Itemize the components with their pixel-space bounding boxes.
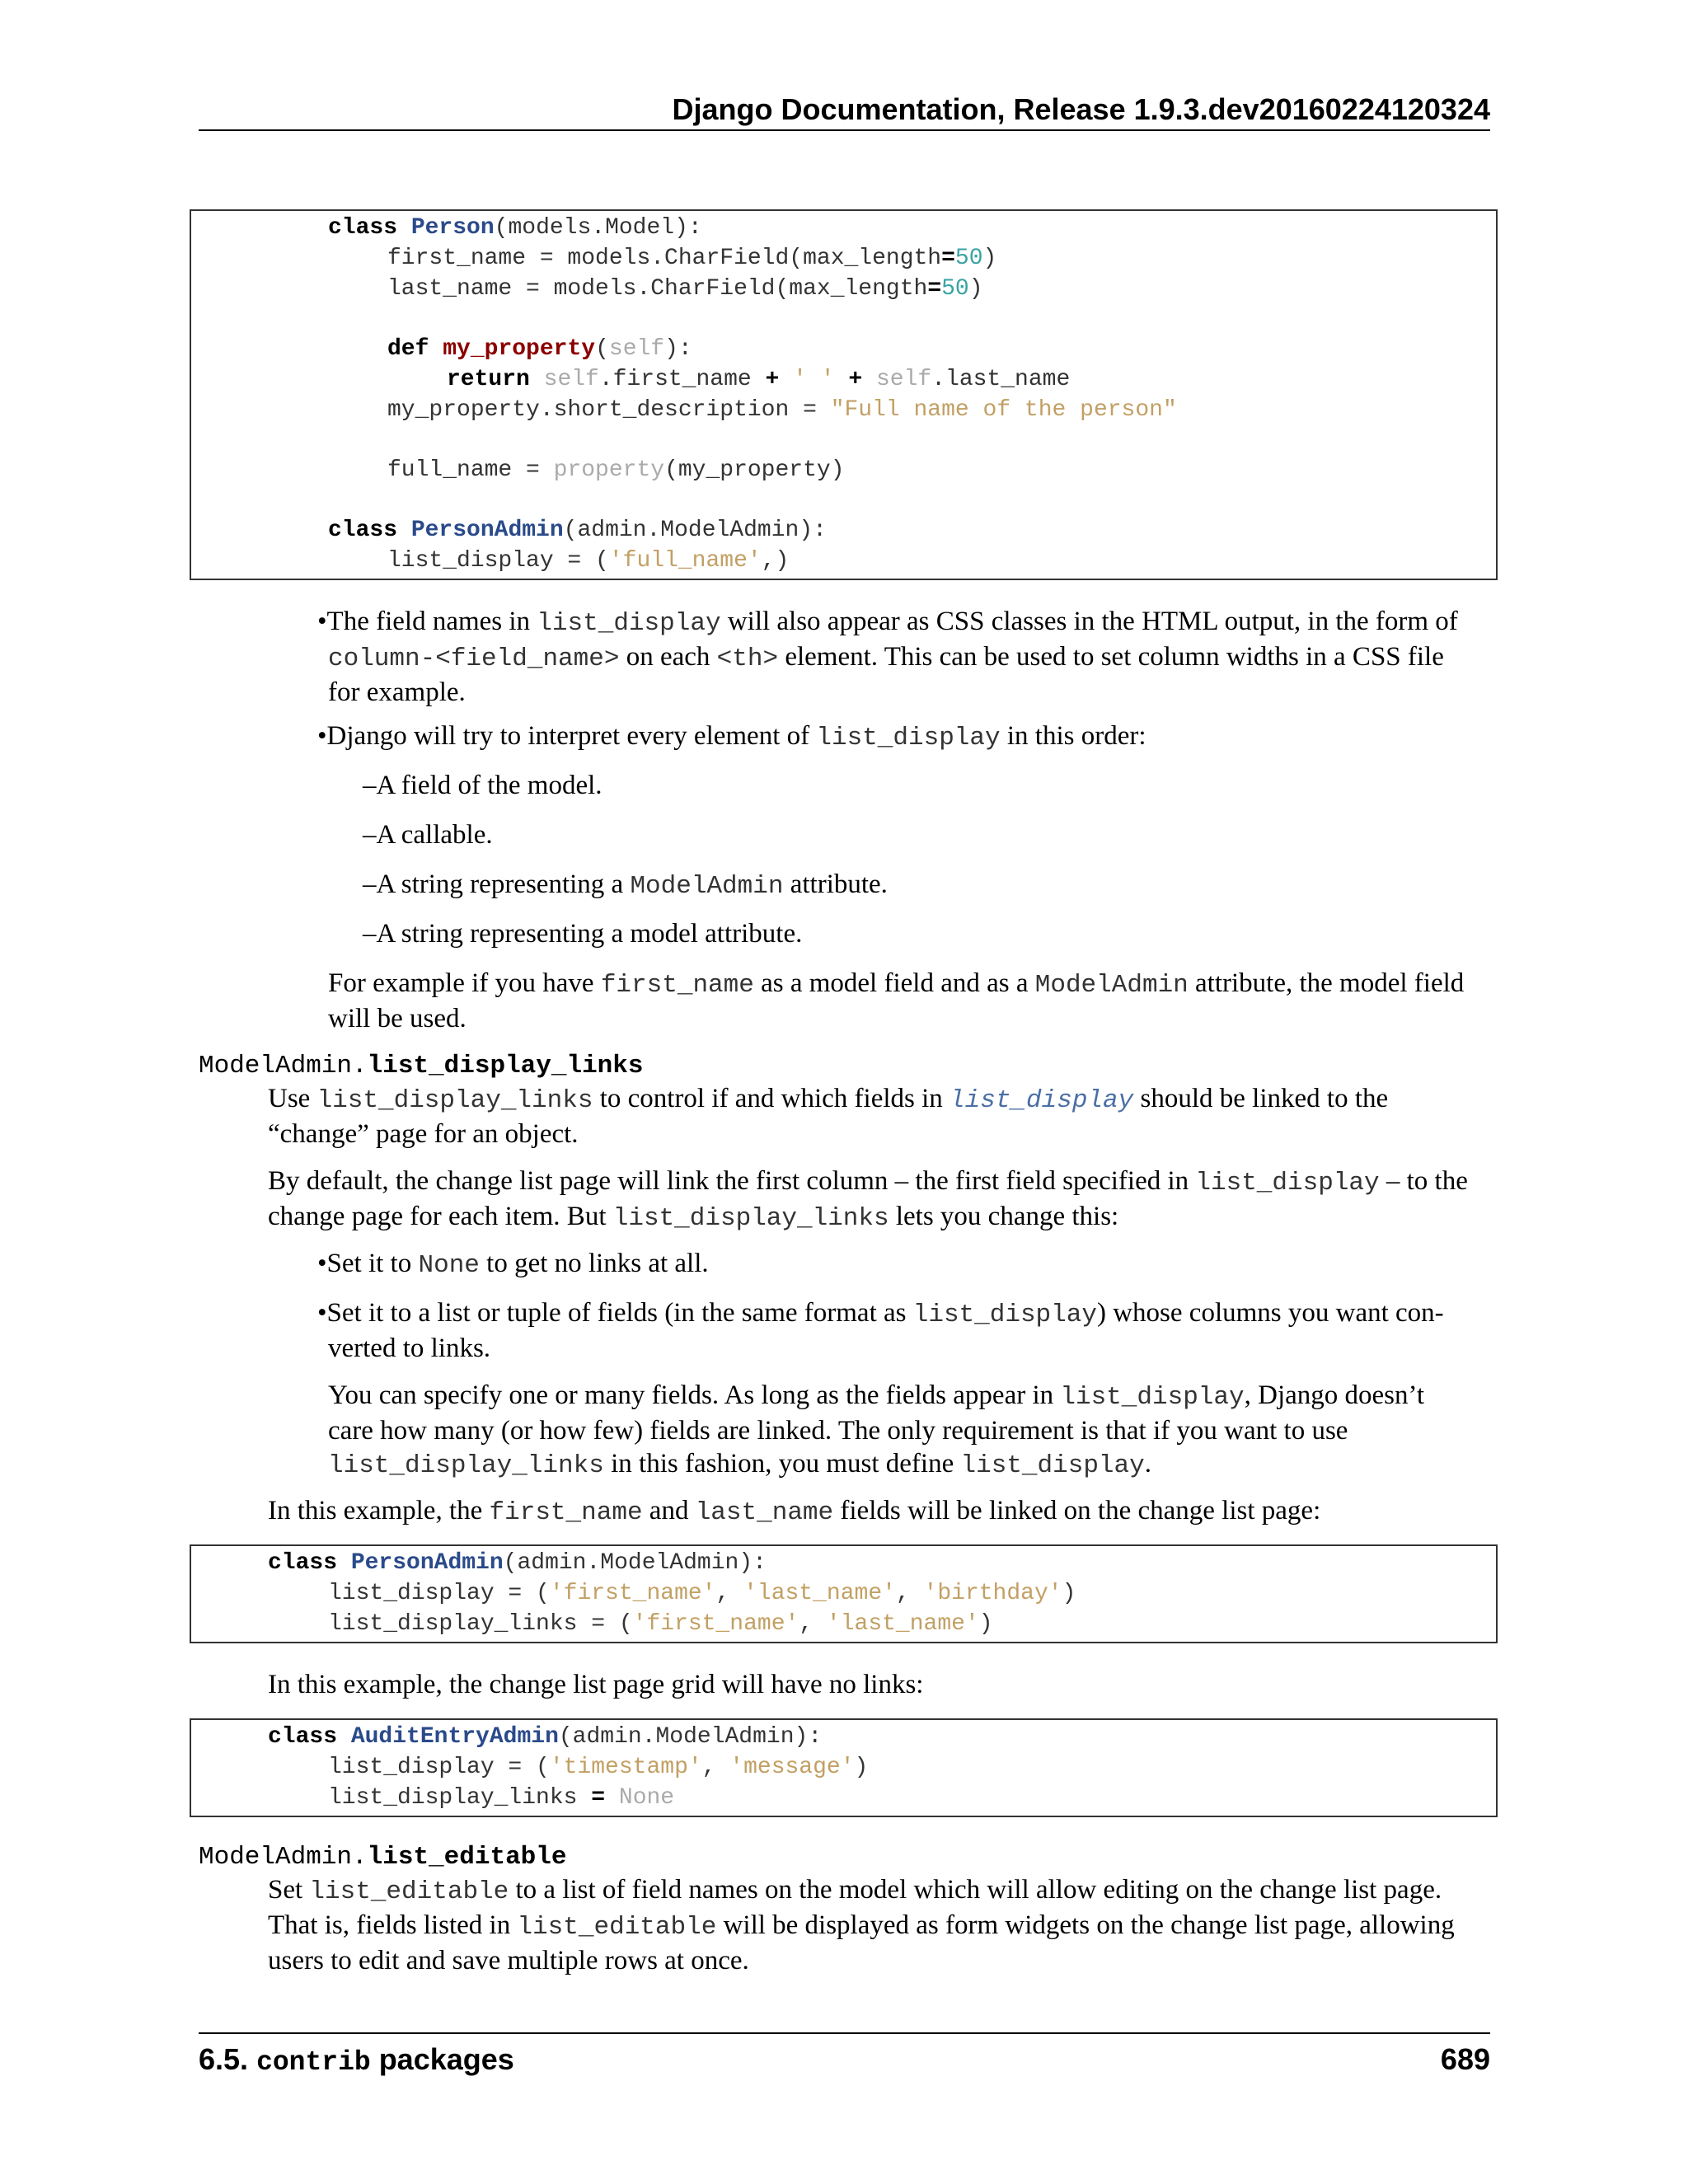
code-line: list_display_links = ('first_name', 'last_name') [328,1611,993,1637]
code-line: def my_property(self): [387,336,692,362]
paragraph-specify-fields: You can specify one or many fields. As long as the fields appear in list_display, Django doesn’t care how many (or how few) fields are linked. The only requirement is that if you want to use list_display_links in this fashion, you must define list_display. [328,1380,1425,1480]
code-line: list_display = ('timestamp', 'message') [328,1755,869,1780]
footer-rule [199,2032,1490,2034]
code-line: class AuditEntryAdmin(admin.ModelAdmin): [268,1724,823,1750]
code-line: class PersonAdmin(admin.ModelAdmin): [328,518,827,543]
list-display-link[interactable]: list_display [950,1086,1134,1115]
code-line: return self.first_name + ' ' + self.last_name [447,367,1071,392]
code-line: list_display = ('full_name',) [387,548,790,574]
code-line: full_name = property(my_property) [387,457,845,483]
attribute-heading-list-editable: ModelAdmin.list_editable [199,1843,567,1872]
paragraph-example-linked: In this example, the first_name and last_name fields will be linked on the change list page: [268,1496,1321,1527]
attribute-heading-list-display-links: ModelAdmin.list_display_links [199,1052,644,1080]
code-line: class PersonAdmin(admin.ModelAdmin): [268,1550,767,1576]
code-line: first_name = models.CharField(max_length=50) [387,246,997,271]
bullet-interpret-order: •Django will try to interpret every element of list_display in this order: [317,721,1146,752]
subbullet-modeladmin-attr: –A string representing a ModelAdmin attribute. [363,869,888,901]
subbullet-model-attr: –A string representing a model attribute. [363,919,803,949]
subbullet-callable: –A callable. [363,820,493,850]
paragraph-example: For example if you have first_name as a model field and as a ModelAdmin attribute, the model field will be used. [328,968,1465,1033]
code-line: my_property.short_description = "Full name of the person" [387,397,1177,423]
bullet-set-list: •Set it to a list or tuple of fields (in the same format as list_display) whose columns you want con- verted to links. [317,1298,1444,1363]
paragraph-list-editable: Set list_editable to a list of field names on the model which will allow editing on the change list page. That is, fields listed in list_editable will be displayed as form widgets on the change list page, allowing users to edit and save multiple rows at once. [268,1875,1455,1975]
paragraph-no-links: In this example, the change list page grid will have no links: [268,1670,924,1699]
bullet-set-none: •Set it to None to get no links at all. [317,1249,709,1280]
paragraph-use-links: Use list_display_links to control if and which fields in list_display should be linked to the “change” page for an object. [268,1084,1389,1149]
code-line: list_display = ('first_name', 'last_name', 'birthday') [328,1581,1076,1606]
paragraph-default-links: By default, the change list page will link the first column – the first field specified in list_display – to the change page for each item. But list_display_links lets you change this: [268,1166,1468,1233]
code-line: last_name = models.CharField(max_length=50) [387,276,983,302]
code-line: list_display_links = None [328,1785,675,1811]
subbullet-field: –A field of the model. [363,771,603,800]
code-line: class Person(models.Model): [328,215,702,241]
header-rule [199,129,1490,131]
page-header-title: Django Documentation, Release 1.9.3.dev20160224120324 [672,92,1490,126]
footer-page-number: 689 [1440,2042,1490,2076]
footer-section-title: 6.5. contrib packages [199,2042,514,2078]
bullet-css-classes: •The field names in list_display will also appear as CSS classes in the HTML output, in the form of column-<field_name> on each <th> element. This can be used to set column widths in a CSS file for example. [317,607,1458,707]
